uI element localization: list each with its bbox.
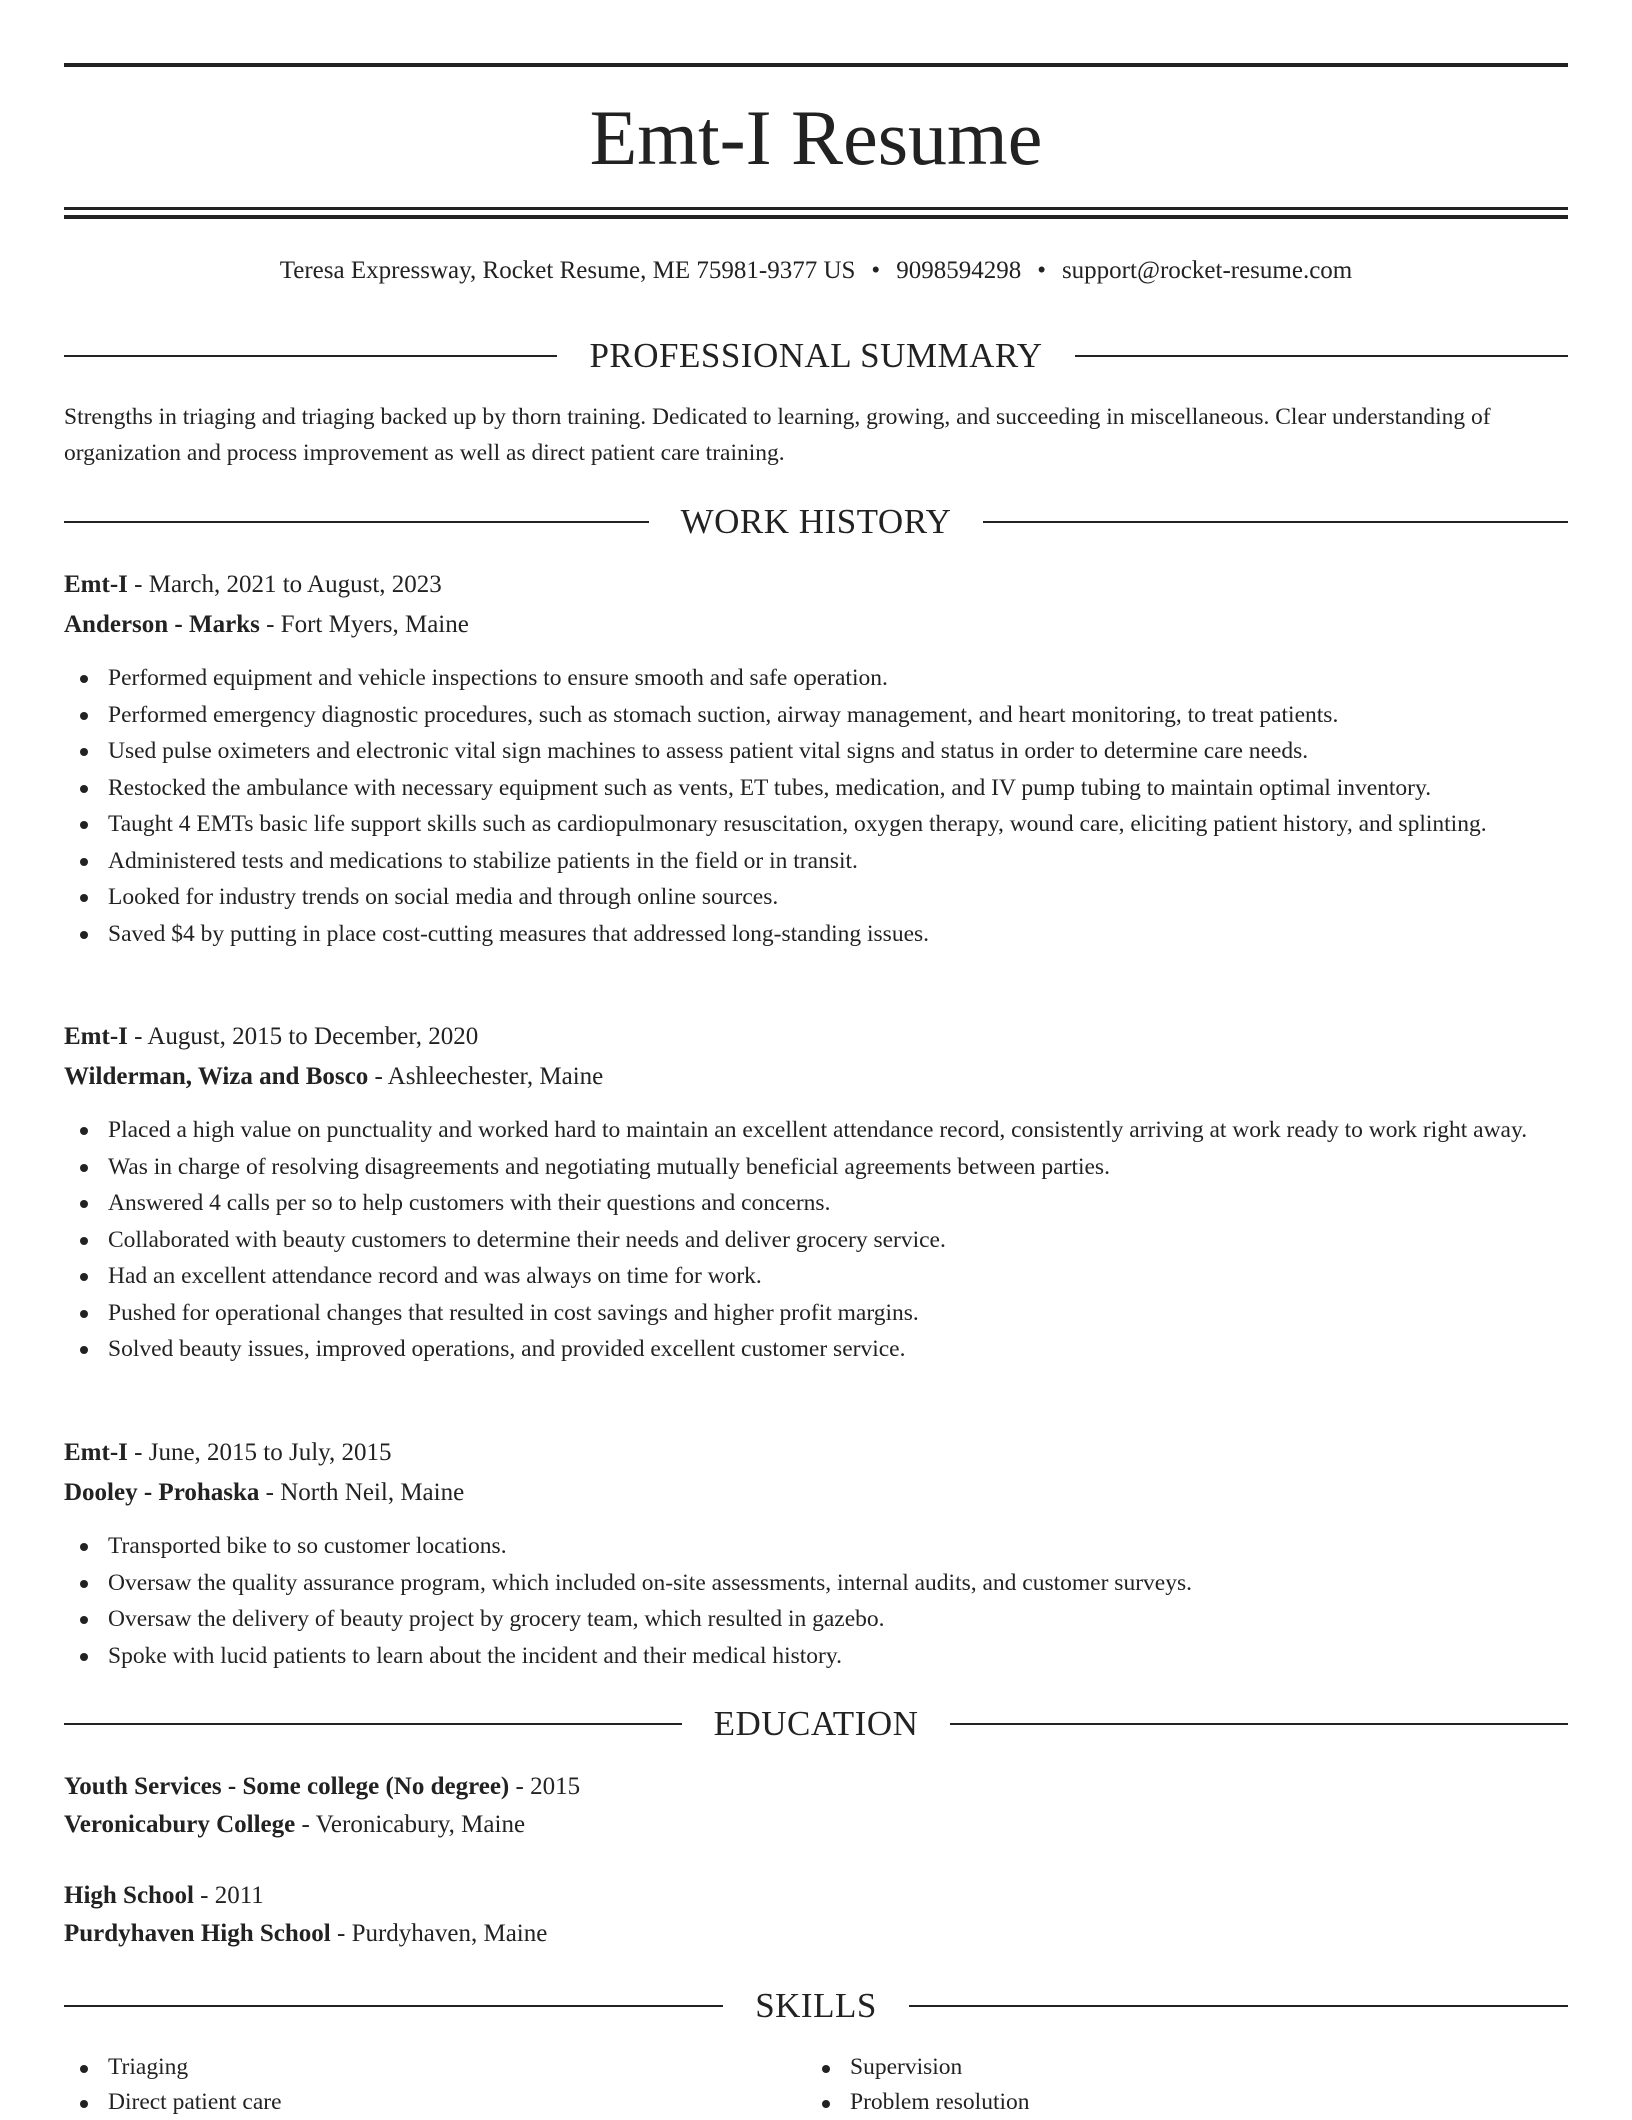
heading-label: WORK HISTORY — [680, 502, 952, 541]
list-item: Was in charge of resolving disagreements and negotiating mutually beneficial agreements between parties. — [64, 1149, 1568, 1185]
education-school-line — [64, 1916, 1568, 1952]
separator: - — [295, 1811, 316, 1838]
education-school: Veronicabury College — [64, 1811, 296, 1838]
list-item: Performed equipment and vehicle inspections to ensure smooth and safe operation. — [64, 660, 1568, 696]
list-item: Taught 4 EMTs basic life support skills such as cardiopulmonary resuscitation, oxygen therapy, wound care, eliciting patient history, and splinting. — [64, 806, 1568, 842]
job-bullets — [64, 660, 1568, 952]
job-title: Emt-I — [64, 1023, 128, 1050]
job-location: North Neil, Maine — [280, 1479, 465, 1506]
list-item: Looked for industry trends on social media and through online sources. — [64, 879, 1568, 915]
list-item: Transported bike to so customer locations. — [64, 1528, 1568, 1564]
list-item: Placed a high value on punctuality and worked hard to maintain an excellent attendance record, consistently arriving at work ready to work right away. — [64, 1112, 1568, 1148]
job-company-line — [64, 607, 1568, 643]
education-degree-line — [64, 1769, 1568, 1805]
list-item: Had an excellent attendance record and was always on time for work. — [64, 1258, 1568, 1294]
job-dates: June, 2015 to July, 2015 — [148, 1439, 392, 1466]
section-heading-summary — [64, 334, 1568, 378]
list-item: Administered tests and medications to stabilize patients in the field or in transit. — [64, 843, 1568, 879]
header-rule-lower — [64, 215, 1568, 219]
education-degree: Youth Services - Some college (No degree) — [64, 1773, 510, 1800]
contact-line — [64, 254, 1568, 288]
heading-rule-left — [64, 521, 649, 523]
job-title-line — [64, 1435, 1568, 1471]
separator: - — [127, 571, 149, 598]
section-heading-skills — [64, 1984, 1568, 2028]
list-item: Triaging — [64, 2050, 804, 2085]
list-item: Solved beauty issues, improved operations, and provided excellent customer service. — [64, 1331, 1568, 1367]
list-item: Problem resolution — [806, 2085, 1546, 2120]
resume-title: Emt-I Resume — [589, 94, 1043, 181]
contact-email: support@rocket-resume.com — [1061, 257, 1353, 284]
heading-rule-right — [909, 2005, 1568, 2007]
separator: - — [509, 1773, 531, 1800]
separator: - — [127, 1023, 148, 1050]
section-heading-education — [64, 1702, 1568, 1746]
heading-label: EDUCATION — [713, 1704, 919, 1743]
job-title: Emt-I — [64, 571, 128, 598]
list-item: Oversaw the quality assurance program, which included on-site assessments, internal audits, and customer surveys. — [64, 1565, 1568, 1601]
contact-separator: • — [1037, 257, 1046, 284]
header-top-rule — [64, 63, 1568, 67]
job-company-line — [64, 1059, 1568, 1095]
list-item: Used pulse oximeters and electronic vital sign machines to assess patient vital signs and status in order to determine care needs. — [64, 733, 1568, 769]
education-location: Purdyhaven, Maine — [351, 1920, 548, 1947]
job-dates: March, 2021 to August, 2023 — [148, 571, 442, 598]
heading-rule-right — [983, 521, 1568, 523]
job-company: Dooley - Prohaska — [64, 1479, 260, 1506]
separator: - — [330, 1920, 352, 1947]
list-item: Pushed for operational changes that resulted in cost savings and higher profit margins. — [64, 1295, 1568, 1331]
separator: - — [259, 611, 281, 638]
list-item: Saved $4 by putting in place cost-cutting measures that addressed long-standing issues. — [64, 916, 1568, 952]
separator: - — [127, 1439, 149, 1466]
skills-list-right — [806, 2050, 1546, 2120]
job-title-line — [64, 567, 1568, 603]
separator: - — [193, 1882, 215, 1909]
list-item: Spoke with lucid patients to learn about the incident and their medical history. — [64, 1638, 1568, 1674]
list-item: Direct patient care — [64, 2085, 804, 2120]
skills-list-left — [64, 2050, 804, 2120]
heading-label: SKILLS — [755, 1986, 877, 2025]
contact-separator: • — [871, 257, 881, 284]
job-company: Wilderman, Wiza and Bosco — [64, 1063, 369, 1090]
education-year: 2015 — [530, 1773, 581, 1800]
contact-phone: 9098594298 — [896, 257, 1022, 284]
heading-rule-right — [1075, 355, 1568, 357]
education-degree-line — [64, 1878, 1568, 1914]
summary-text: Strengths in triaging and triaging backed up by thorn training. Dedicated to learning, growing, and succeeding in miscellaneous. Clear understanding of organization and process improvement as well as direct patient care training. — [64, 404, 1491, 466]
list-item: Supervision — [806, 2050, 1546, 2085]
heading-rule-left — [64, 2005, 723, 2007]
job-company-line — [64, 1475, 1568, 1511]
job-title: Emt-I — [64, 1439, 128, 1466]
job-location: Fort Myers, Maine — [280, 611, 469, 638]
list-item: Oversaw the delivery of beauty project by grocery team, which resulted in gazebo. — [64, 1601, 1568, 1637]
section-heading-work-history — [64, 500, 1568, 544]
list-item: Collaborated with beauty customers to determine their needs and deliver grocery service. — [64, 1222, 1568, 1258]
education-school-line — [64, 1807, 1568, 1843]
education-school: Purdyhaven High School — [64, 1920, 331, 1947]
separator: - — [368, 1063, 388, 1090]
list-item: Restocked the ambulance with necessary equipment such as vents, ET tubes, medication, and IV pump tubing to maintain optimal inventory. — [64, 770, 1568, 806]
education-location: Veronicabury, Maine — [315, 1811, 526, 1838]
heading-label: PROFESSIONAL SUMMARY — [589, 336, 1043, 375]
heading-rule-left — [64, 1723, 682, 1725]
heading-rule-right — [950, 1723, 1568, 1725]
header-rule-upper — [64, 207, 1568, 210]
job-location: Ashleechester, Maine — [387, 1063, 604, 1090]
separator: - — [259, 1479, 281, 1506]
list-item: Performed emergency diagnostic procedures, such as stomach suction, airway management, and heart monitoring, to treat patients. — [64, 697, 1568, 733]
list-item: Answered 4 calls per so to help customers with their questions and concerns. — [64, 1185, 1568, 1221]
job-title-line — [64, 1019, 1568, 1055]
contact-address: Teresa Expressway, Rocket Resume, ME 75981-9377 US — [279, 257, 856, 284]
education-degree: High School — [64, 1882, 194, 1909]
education-year: 2011 — [214, 1882, 264, 1909]
job-bullets — [64, 1528, 1568, 1674]
job-bullets — [64, 1112, 1568, 1368]
heading-rule-left — [64, 355, 557, 357]
job-company: Anderson - Marks — [64, 611, 260, 638]
job-dates: August, 2015 to December, 2020 — [147, 1023, 479, 1050]
